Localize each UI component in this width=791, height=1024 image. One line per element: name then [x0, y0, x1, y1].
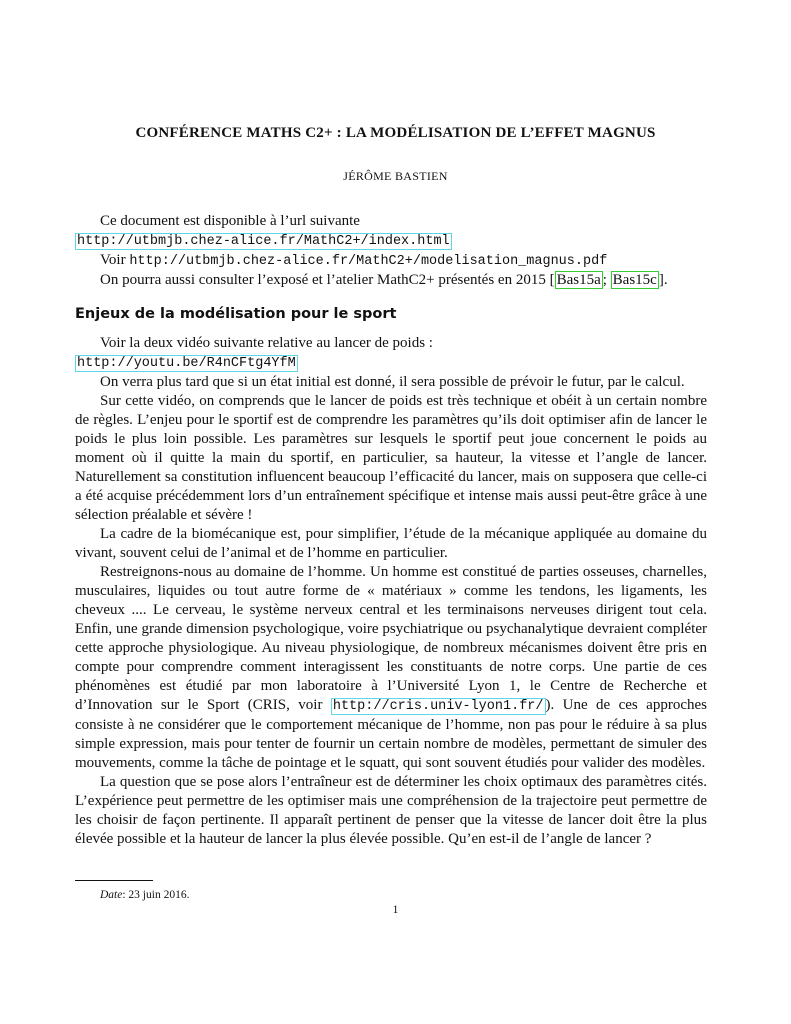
paragraph-biomechanics: La cadre de la biomécanique est, pour simplifier, l’étude de la mécanique appliquée au domaine du vivant, souvent celui de l’animal et de l’homme en particulier.: [75, 526, 707, 561]
citation-separator: ;: [602, 272, 611, 288]
paragraph-human-body-text-end: ). Une de ces approches consiste à ne considérer que le comportement mécanique de l’homme, non pas pour le réduire à sa plus simple expression, mais pour tenter de fournir un certain nombre de modèles, permettant de simuler des mouvements, comme la tâche de pointage et le squatt, qui sont souvent étudiés pour valider des modèles.: [75, 697, 707, 771]
cris-url-link[interactable]: http://cris.univ-lyon1.fr/: [332, 699, 544, 714]
citation-bas15c-link[interactable]: Bas15c: [612, 272, 657, 288]
citation-bas15a-link[interactable]: Bas15a: [556, 272, 601, 288]
youtube-url-link[interactable]: http://youtu.be/R4nCFtg4YfM: [77, 356, 296, 371]
video-url-line: [75, 353, 707, 373]
index-url-link[interactable]: http://utbmjb.chez-alice.fr/MathC2+/index.html: [77, 234, 450, 249]
intro-line: Ce document est disponible à l’url suivante: [100, 213, 360, 229]
references-close: ].: [658, 272, 668, 288]
paper-author: JÉRÔME BASTIEN: [343, 169, 448, 183]
intro-url-line: [75, 231, 707, 251]
section-heading: Enjeux de la modélisation pour le sport: [75, 306, 397, 322]
footnote-rule: [75, 880, 153, 881]
footnote-label: Date: [100, 889, 123, 901]
paragraph-shot-put: Sur cette vidéo, on comprends que le lancer de poids est très technique et obéit à un certain nombre de règles. L’enjeu pour le sportif est de comprendre les paramètres qu’ils doit optimiser afin de lancer le poids le plus loin possible. Les paramètres sur lesquels le sportif peut joue concernent le poids au moment où il quitte la main du sportif, en particulier, sa hauteur, la vitesse et l’angle de lancer. Naturellement sa constitution influencent beaucoup l’efficacité du lancer, mais on supposera que celle-ci a été acquise précédemment lors d’un entraînement spécifique et intense mais aussi peut-être grâce à une sélection préalable et sévère !: [75, 393, 707, 523]
references-line: [75, 271, 707, 290]
voir-label: Voir: [100, 252, 126, 268]
references-text: On pourra aussi consulter l’exposé et l’atelier MathC2+ présentés en 2015 [: [100, 272, 555, 288]
paragraph-trainer-question: La question que se pose alors l’entraîneur est de déterminer les choix optimaux des paramètres cités. L’expérience peut permettre de les optimiser mais une compréhension de la trajectoire peut permettre de les choisir de façon pertinente. Il apparaît pertinent de penser que la vitesse de lancer doit être la plus élevée possible et la hauteur de lancer la plus élevée possible. Qu’en est-il de l’angle de lancer ?: [75, 774, 707, 847]
pdf-url-text: http://utbmjb.chez-alice.fr/MathC2+/modelisation_magnus.pdf: [129, 254, 608, 269]
footnote-text: : 23 juin 2016.: [122, 889, 190, 901]
pdf-url-line: [75, 251, 707, 271]
paragraph-human-body: [75, 563, 707, 773]
paragraph-human-body-text: Restreignons-nous au domaine de l’homme. Un homme est constitué de parties osseuses, charnelles, musculaires, liquides ou tout autre forme de « matériaux » comme les tendons, les ligaments, les cheveux .... Le cerveau, le système nerveux central et les terminaisons nerveuses dirigent tout cela. Enfin, une grande dimension psychologique, voire psychiatrique ou psychanalytique devraient compléter cette approche physiologique. Au niveau physiologique, de nombreux mécanismes doivent être pris en compte pour comprendre comment interagissent les constituants de notre corps. Une partie de ces phénomènes est étudié par mon laboratoire à l’Université Lyon 1, le Centre de Recherche et d’Innovation sur le Sport (CRIS, voir: [75, 564, 707, 713]
page-number: 1: [392, 904, 399, 916]
paragraph-video-intro: Voir la deux vidéo suivante relative au lancer de poids :: [100, 335, 433, 351]
section-body: [75, 334, 707, 849]
intro-block: [75, 212, 707, 290]
paper-title: CONFÉRENCE MATHS C2+ : LA MODÉLISATION DE L’EFFET MAGNUS: [135, 125, 656, 141]
paragraph-prediction: On verra plus tard que si un état initial est donné, il sera possible de prévoir le futur, par le calcul.: [100, 374, 685, 390]
